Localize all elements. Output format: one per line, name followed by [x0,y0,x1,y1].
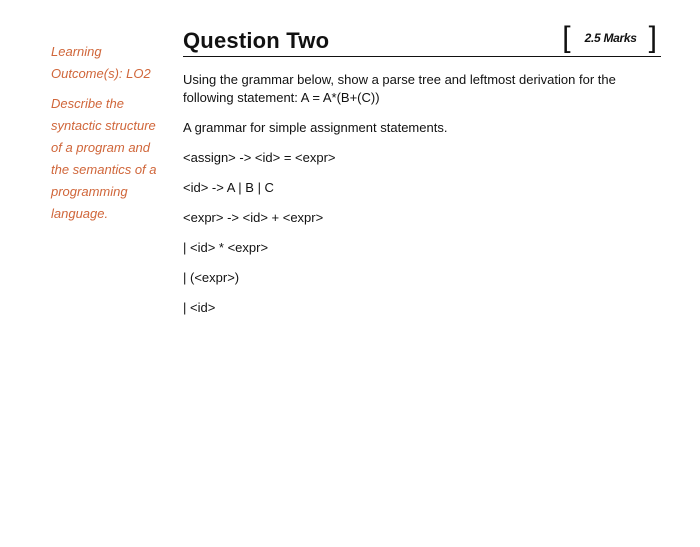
question-title: Question Two [183,28,330,53]
instruction-line-1: Using the grammar below, show a parse tree and leftmost derivation for the [183,72,616,87]
grammar-rule: | <id> * <expr> [183,240,269,255]
grammar-rule: <id> -> A | B | C [183,180,274,195]
marks-bracket-open: [ [562,21,571,54]
learning-outcome-label-line-2: Outcome(s): LO2 [51,66,151,81]
outcome-description-line-4: the semantics of a [51,162,157,177]
marks-value: 2.5 Marks [584,31,637,45]
marks-indicator [562,23,657,53]
instruction-line-2: following statement: A = A*(B+(C)) [183,90,380,105]
outcome-description-line-6: language. [51,206,109,221]
outcome-description-line-1: Describe the [51,96,124,111]
marks-bracket-close: ] [648,21,657,54]
grammar-rule: <assign> -> <id> = <expr> [183,150,336,165]
question-body [183,71,653,329]
grammar-title: A grammar for simple assignment statements. [183,120,448,135]
outcome-description-line-3: of a program and [51,140,151,155]
outcome-description-line-5: programming [51,184,128,199]
grammar-rule: <expr> -> <id> + <expr> [183,210,324,225]
outcome-description-line-2: syntactic structure [51,118,156,133]
grammar-rule: | <id> [183,300,216,315]
learning-outcome-label-line-1: Learning [51,44,102,59]
learning-outcome-sidebar [51,41,169,225]
grammar-rule: | (<expr>) [183,270,240,285]
question-header [183,22,661,57]
